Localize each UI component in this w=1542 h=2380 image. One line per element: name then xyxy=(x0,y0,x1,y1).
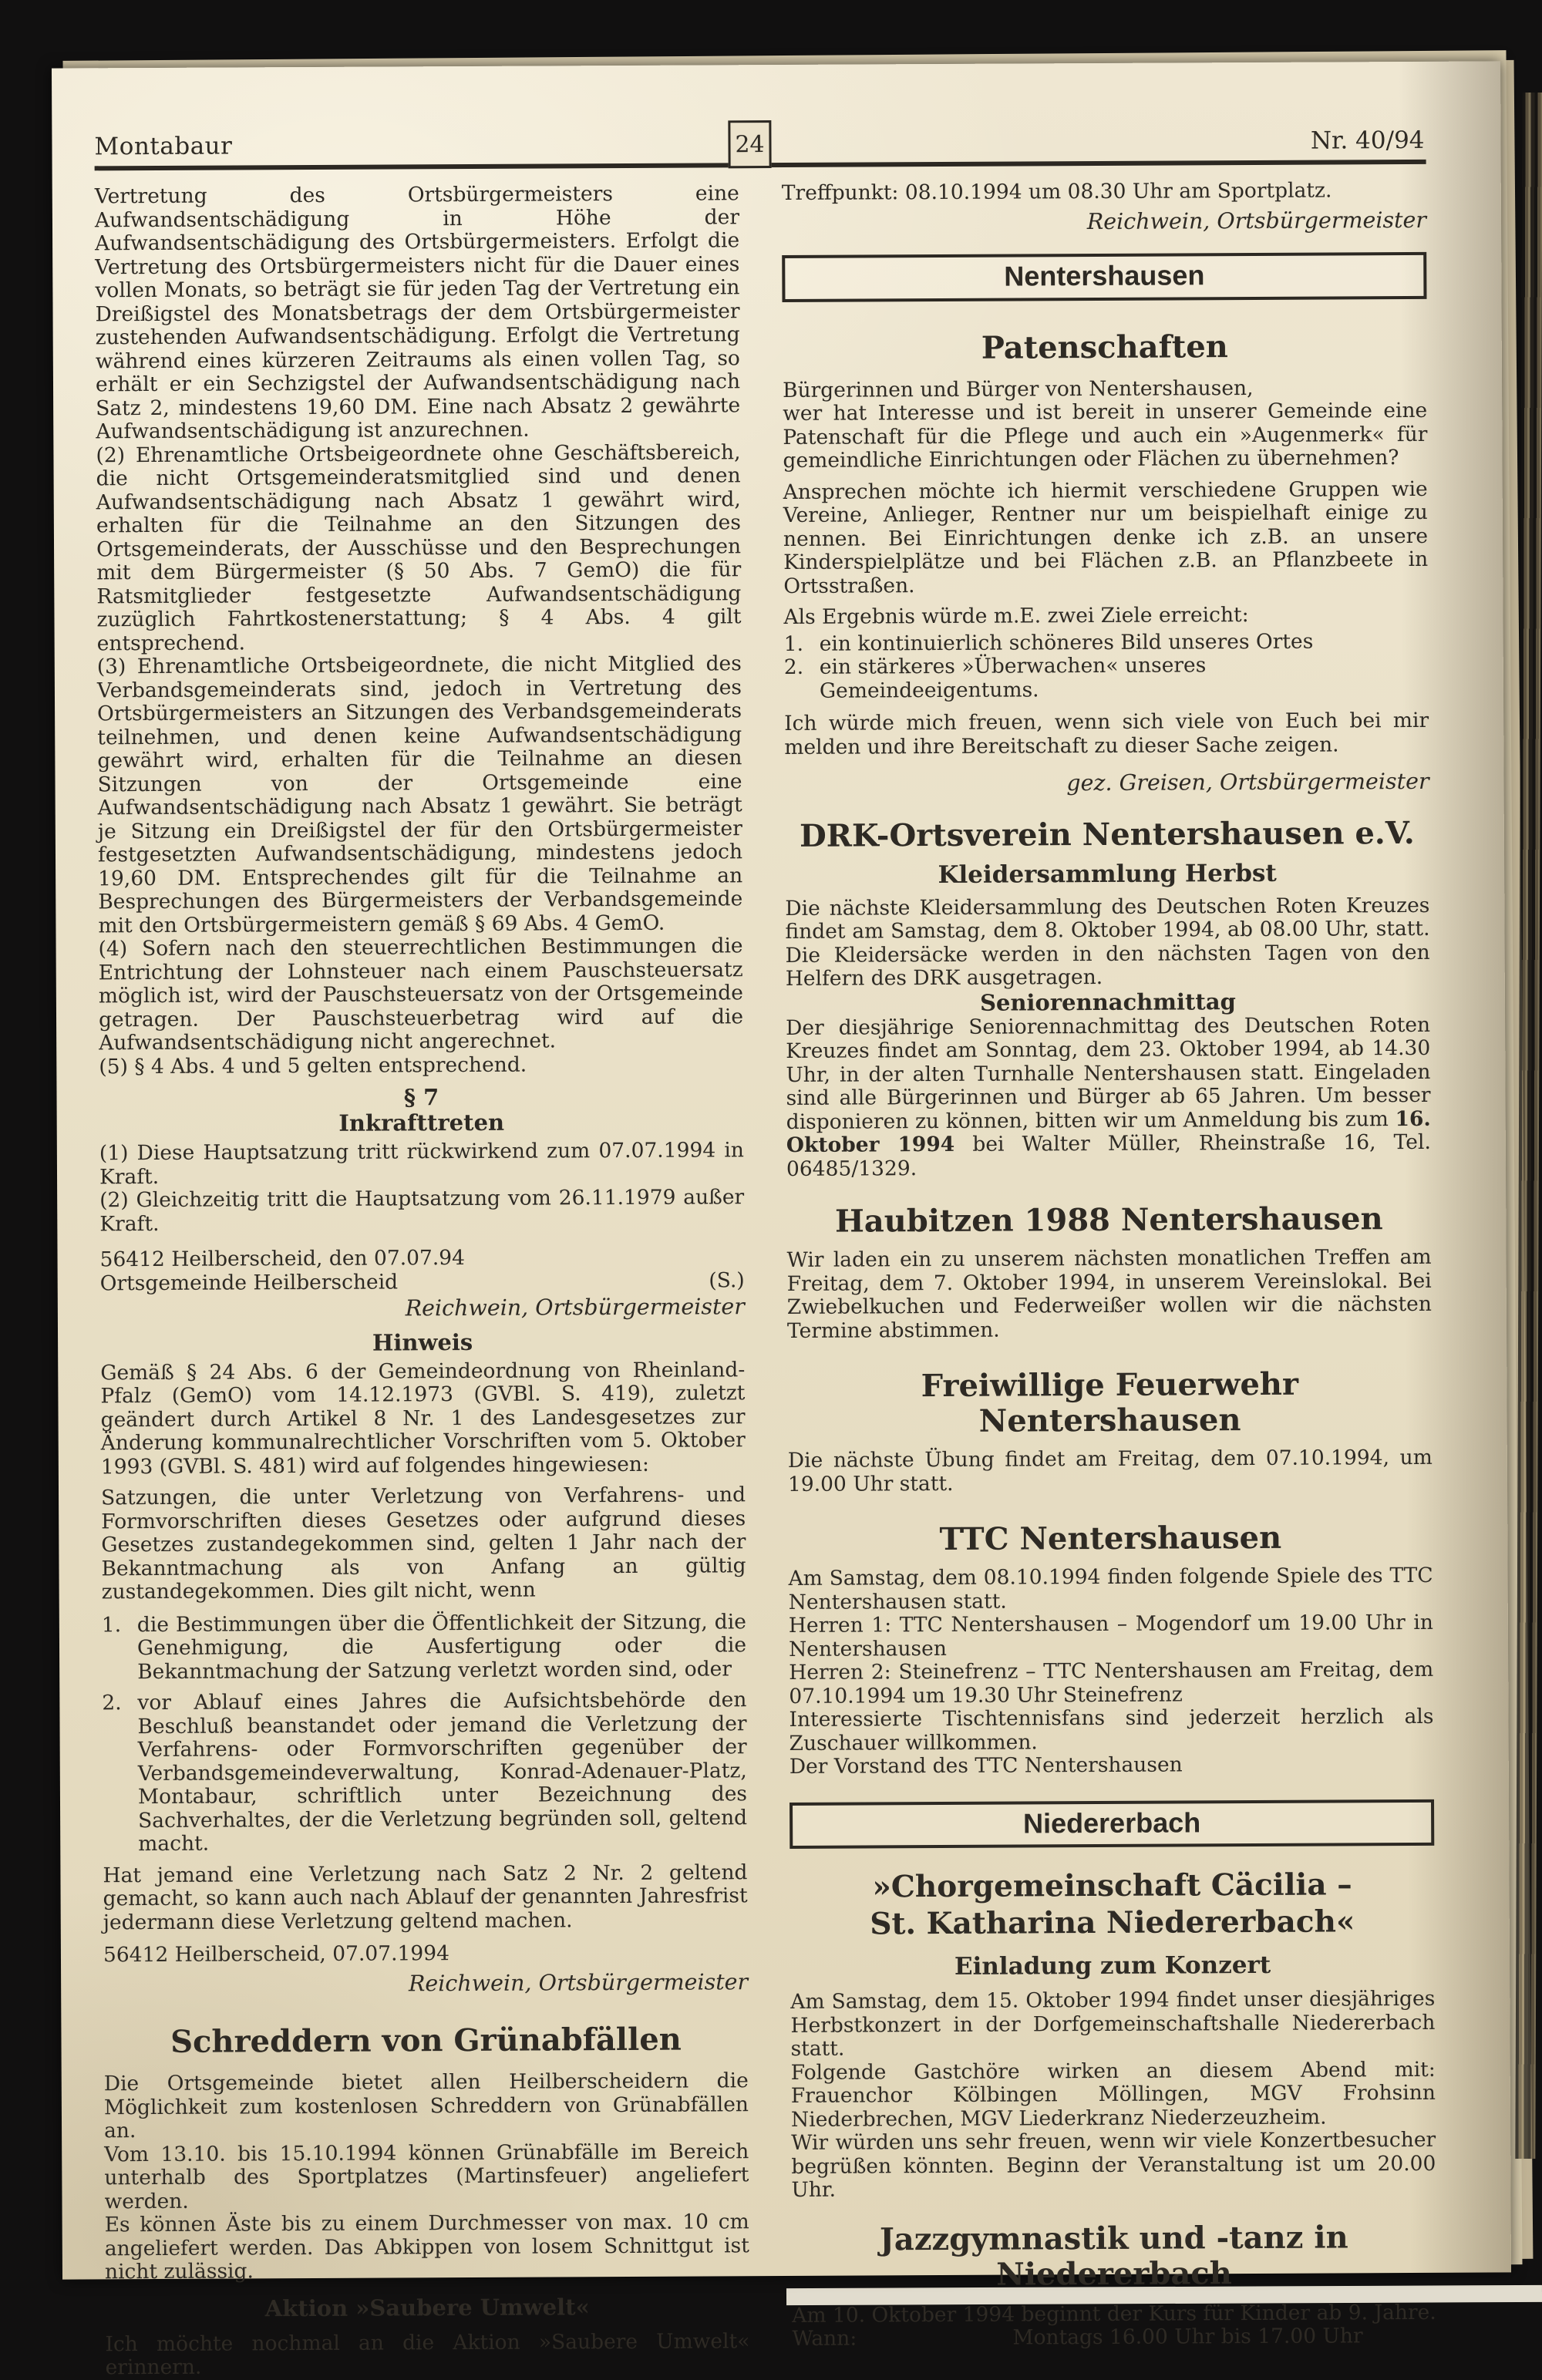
drk-para-2-deadline: 16. Oktober 1994 xyxy=(786,1106,1431,1157)
jazz-para-1: Am 10. Oktober 1994 beginnt der Kurs für Kinder ab 9. Jahre. xyxy=(792,2300,1436,2328)
treffpunkt-line: Treffpunkt: 08.10.1994 um 08.30 Uhr am Sportplatz. xyxy=(781,178,1332,205)
hinweis-para-2: Satzungen, die unter Verletzung von Verfahrens- und Formvorschriften dieses Gesetzes oder aufgrund dieses Gesetzes zustandegekommen sind, gelten 1 Jahr nach der Bekanntmachung als von Anfang an gültig zustandegekommen. Dies gilt nicht, wenn xyxy=(100,1483,746,1604)
jazz-wann-label: Wann: xyxy=(792,2326,857,2351)
hinweis-para-3: Hat jemand eine Verletzung nach Satz 2 Nr. 2 geltend gemacht, so kann auch nach Ablauf der genannten Jahresfrist jedermann diese Verletzung geltend machen. xyxy=(103,1860,748,1934)
list-marker: 1. xyxy=(783,631,804,656)
chor-para-1: Am Samstag, dem 15. Oktober 1994 findet unser diesjähriges Herbstkonzert in der Dorfgemeinschaftshalle Niedererbach statt. xyxy=(790,1986,1436,2061)
header-place: Montabaur xyxy=(94,132,233,161)
hauptsatzung-para-4: (4) Sofern nach den steuerrechtlichen Bestimmungen die Entrichtung der Lohnsteuer nach einem Pauschsteuersatz möglich ist, wird der Pauschsteuersatz von der Ortsgemeinde getragen. Der Pauschsteuerbetrag wird auf die Aufwandsentschädigung nicht angerechnet. xyxy=(98,934,744,1055)
schreddern-para-4: Ich möchte nochmal an die Aktion »Saubere Umwelt« erinnern. xyxy=(105,2328,750,2380)
drk-para-2-text: Der diesjährige Seniorennachmittag des Deutschen Roten Kreuzes findet am Sonntag, dem 23. Oktober 1994, ab 14.30 Uhr, in der alten Turnhalle Nentershausen statt. Eingeladen sind alle Bürgerinnen und Bürger ab 65 Jahren. Um besser disponieren zu können, bitten wir um Anmeldung bis zum xyxy=(786,1012,1431,1134)
schreddern-title: Schreddern von Grünabfällen xyxy=(170,2021,682,2060)
hauptsatzung-para-1: Vertretung des Ortsbürgermeisters eine Aufwandsentschädigung in Höhe der Aufwandsentschädigung des Ortsbürgermeisters. Erfolgt die Vertretung des Ortsbürgermeisters nicht für die Dauer eines vollen Monats, so beträgt sie für jeden Tag der Vertretung ein Dreißigstel des Monatsbetrags der dem Ortsbürgermeister zustehenden Aufwandsentschädigung. Erfolgt die Vertretung während eines kürzeren Zeitraums als einen vollen Tag, so erhält er ein Sechzigstel der Aufwandsentschädigung nach Satz 2, mindestens 19,60 DM. Eine nach Absatz 2 gewährte Aufwandsentschädigung ist anzurechnen. xyxy=(94,181,741,444)
drk-para-2 xyxy=(786,1013,1431,1181)
jazz-title: Jazzgymnastik und -tanz in Niedererbach xyxy=(879,2218,1348,2293)
schreddern-para-1: Die Ortsgemeinde bietet allen Heilberscheidern die Möglichkeit zum kostenlosen Schreddern von Grünabfällen an. xyxy=(103,2069,749,2143)
drk-subtitle-kleidersammlung: Kleidersammlung Herbst xyxy=(938,859,1277,889)
patenschaften-signature: gez. Greisen, Ortsbürgermeister xyxy=(1066,768,1429,796)
schreddern-para-2: Vom 13.10. bis 15.10.1994 können Grünabfälle im Bereich unterhalb des Sportplatzes (Martinsfeuer) angeliefert werden. xyxy=(104,2139,749,2213)
patenschaften-para-3: Ansprechen möchte ich hiermit verschiedene Gruppen wie Vereine, Anlieger, Rentner nur um beispielhaft einige zu nennen. Bei Einrichtungen denke ich z.B. an unsere Kinderspielplätze und bei Flächen z.B. an Pflanzbeete in Ortsstraßen. xyxy=(783,476,1429,598)
ttc-para-2: Herren 1: TTC Nentershausen – Mogendorf um 19.00 Uhr in Nentershausen xyxy=(788,1610,1433,1661)
section-7-para-2: (2) Gleichzeitig tritt die Hauptsatzung vom 26.11.1979 außer Kraft. xyxy=(99,1185,745,1236)
ttc-para-1: Am Samstag, dem 08.10.1994 finden folgende Spiele des TTC Nentershausen statt. xyxy=(788,1563,1433,1614)
chor-subtitle: Einladung zum Konzert xyxy=(954,1951,1271,1981)
list-marker: 2. xyxy=(102,1691,122,1715)
jazz-wann-value: Montags 16.00 Uhr bis 17.00 Uhr xyxy=(1012,2324,1363,2350)
scanned-newsletter-page xyxy=(52,61,1511,2380)
ttc-para-3: Herren 2: Steinefrenz – TTC Nentershausen am Freitag, dem 07.10.1994 um 19.30 Uhr Steinefrenz xyxy=(789,1657,1434,1708)
org-line: Ortsgemeinde Heilberscheid xyxy=(99,1269,399,1295)
patenschaften-para-5: Ich würde mich freuen, wenn sich viele von Euch bei mir melden und ihre Bereitschaft zu dieser Sache zeigen. xyxy=(784,708,1429,759)
page-number: 24 xyxy=(735,130,765,158)
list-marker: 2. xyxy=(783,655,804,679)
seal-mark: (S.) xyxy=(709,1267,745,1292)
hauptsatzung-para-3: (3) Ehrenamtliche Ortsbeigeordnete, die nicht Mitglied des Verbandsgemeinderats sind, jedoch in Vertretung des Ortsbürgermeisters an Sitzungen des Verbandsgemeinderats teilnehmen, und denen keine Aufwandsentschädigung gewährt wird, erhalten für die Teilnahme an diesen Sitzungen von der Ortsgemeinde eine Aufwandsentschädigung nach Absatz 1 gewährt. Sie beträgt je Sitzung ein Dreißigstel der für den Ortsbürgermeister festgesetzten Aufwandsentschädigung, mindestens jedoch 19,60 DM. Entsprechendes gilt für die Teilnahme an Besprechungen des Bürgermeisters der Verbandsgemeinde mit den Ortsbürgermeistern gemäß § 69 Abs. 4 GemO. xyxy=(96,651,743,938)
section-7-para-1: (1) Diese Hauptsatzung tritt rückwirkend zum 07.07.1994 in Kraft. xyxy=(99,1138,744,1189)
signature-row xyxy=(100,1269,745,1296)
list-text: ein kontinuierlich schöneres Bild unseres Ortes xyxy=(819,629,1314,656)
feuerwehr-para: Die nächste Übung findet am Freitag, dem 07.10.1994, um 19.00 Uhr statt. xyxy=(787,1445,1433,1496)
ttc-title: TTC Nentershausen xyxy=(939,1519,1282,1558)
drk-subtitle-seniorennachmittag: Seniorennachmittag xyxy=(979,988,1236,1016)
patenschaften-para-1: Bürgerinnen und Bürger von Nentershausen, xyxy=(782,375,1254,402)
hauptsatzung-para-5: (5) § 4 Abs. 4 und 5 gelten entsprechend. xyxy=(99,1052,527,1079)
list-text: ein stärkeres »Überwachen« unseres Gemeindeeigentums. xyxy=(819,653,1207,703)
sportplatz-signature: Reichwein, Ortsbürgermeister xyxy=(1086,207,1427,234)
patenschaften-title: Patenschaften xyxy=(981,328,1228,366)
header-issue-number: Nr. 40/94 xyxy=(1310,126,1425,155)
list-marker: 1. xyxy=(101,1612,122,1637)
haubitzen-title: Haubitzen 1988 Nentershausen xyxy=(834,1200,1383,1240)
hinweis-title: Hinweis xyxy=(372,1328,473,1356)
hinweis-signature: Reichwein, Ortsbürgermeister xyxy=(408,1968,749,1996)
jazz-schedule-row xyxy=(792,2324,1436,2351)
book-fore-edge xyxy=(1515,93,1542,2159)
patenschaften-para-2: wer hat Interesse und ist bereit in unserer Gemeinde eine Patenschaft für die Pflege und auch ein »Augenmerk« für gemeindliche Einrichtungen oder Flächen zu übernehmen? xyxy=(783,398,1428,473)
hauptsatzung-date-line: 56412 Heilberscheid, den 07.07.94 xyxy=(99,1246,466,1272)
patenschaften-list-item-2 xyxy=(784,653,1429,703)
chor-title-line-1: »Chorgemeinschaft Cäcilia – xyxy=(872,1867,1352,1905)
hauptsatzung-signature: Reichwein, Ortsbürgermeister xyxy=(405,1294,745,1321)
patenschaften-para-4: Als Ergebnis würde m.E. zwei Ziele erreicht: xyxy=(783,603,1249,629)
right-column xyxy=(782,179,1437,2351)
aktion-saubere-umwelt-subtitle: Aktion »Saubere Umwelt« xyxy=(264,2293,590,2321)
section-7-number: § 7 xyxy=(403,1084,439,1111)
nentershausen-section-box: Nentershausen xyxy=(782,252,1426,302)
ttc-para-5: Der Vorstand des TTC Nentershausen xyxy=(789,1752,1183,1779)
left-column xyxy=(95,182,750,2380)
list-text: vor Ablauf eines Jahres die Aufsichtsbehörde den Beschluß beanstandet oder jemand die Verletzung der Verfahrens- oder Formvorschriften gegenüber der Verbandsgemeindeverwaltung, Konrad-Adenauer-Platz, Montabaur, schriftlich unter Bezeichnung des Sachverhaltes, der die Verletzung begründen soll, geltend macht. xyxy=(137,1688,748,1857)
list-text: die Bestimmungen über die Öffentlichkeit der Sitzung, die Genehmigung, die Ausfertigung oder die Bekanntmachung der Satzung verletzt worden sind, oder xyxy=(136,1609,747,1684)
drk-para-1: Die nächste Kleidersammlung des Deutschen Roten Kreuzes findet am Samstag, dem 8. Oktober 1994, ab 08.00 Uhr, statt. Die Kleidersäcke werden in den nächsten Tagen von den Helfern des DRK ausgetragen. xyxy=(785,893,1430,991)
hauptsatzung-para-2: (2) Ehrenamtliche Ortsbeigeordnete ohne Geschäftsbereich, die nicht Ortsgemeinderatsmitglied sind und denen Aufwandsentschädigung nach Absatz 1 gewährt wird, erhalten für die Teilnahme an den Sitzungen des Ortsgemeinderats, der Ausschüsse und den Besprechungen mit dem Bürgermeister (§ 50 Abs. 7 GemO) die für Ratsmitglieder festgesetzte Aufwandsentschädigung zuzüglich Fahrtkostenerstattung; § 4 Abs. 4 gilt entsprechend. xyxy=(96,439,742,655)
chor-title-line-2: St. Katharina Niedererbach« xyxy=(870,1904,1355,1942)
niedererbach-section-box: Niedererbach xyxy=(790,1799,1434,1849)
drk-title: DRK-Ortsverein Nentershausen e.V. xyxy=(799,814,1415,854)
schreddern-para-3: Es können Äste bis zu einem Durchmesser von max. 10 cm angeliefert werden. Das Abkippen von losem Schnittgut ist nicht zulässig. xyxy=(104,2210,749,2284)
ttc-para-4: Interessierte Tischtennisfans sind jederzeit herzlich als Zuschauer willkommen. xyxy=(789,1704,1434,1756)
hinweis-para-1: Gemäß § 24 Abs. 6 der Gemeindeordnung von Rheinland-Pfalz (GemO) vom 14.12.1973 (GVBl. S. 419), zuletzt geändert durch Artikel 8 Nr. 1 des Landesgesetzes zur Änderung kommunalrechtlicher Vorschriften vom 5. Oktober 1993 (GVBl. S. 481) wird auf folgendes hingewiesen: xyxy=(100,1357,746,1479)
drk-para-2-contact: bei Walter Müller, Rheinstraße 16, Tel. 06485/1329. xyxy=(786,1129,1431,1181)
patenschaften-list-item-1 xyxy=(784,629,1429,656)
chor-para-3: Wir würden uns sehr freuen, wenn wir viele Konzertbesucher begrüßen könnten. Beginn der Veranstaltung ist um 20.00 Uhr. xyxy=(791,2127,1436,2202)
haubitzen-para: Wir laden ein zu unserem nächsten monatlichen Treffen am Freitag, dem 7. Oktober 1994, in unserem Vereinslokal. Bei Zwiebelkuchen und Federweißer wollen wir die nächsten Termine abstimmen. xyxy=(786,1244,1432,1343)
page-number-box xyxy=(728,120,771,168)
chor-para-2: Folgende Gastchöre wirken an diesem Abend mit: Frauenchor Kölbingen Möllingen, MGV Frohsinn Niederbrechen, MGV Liederkranz Niederzeuzheim. xyxy=(790,2057,1436,2132)
section-7-title: Inkrafttreten xyxy=(338,1109,505,1136)
hinweis-list-item-2 xyxy=(102,1688,747,1857)
feuerwehr-title: Freiwillige Feuerwehr Nentershausen xyxy=(921,1365,1299,1439)
hinweis-list-item-1 xyxy=(102,1611,746,1685)
hinweis-date-line: 56412 Heilberscheid, 07.07.1994 xyxy=(103,1941,450,1968)
